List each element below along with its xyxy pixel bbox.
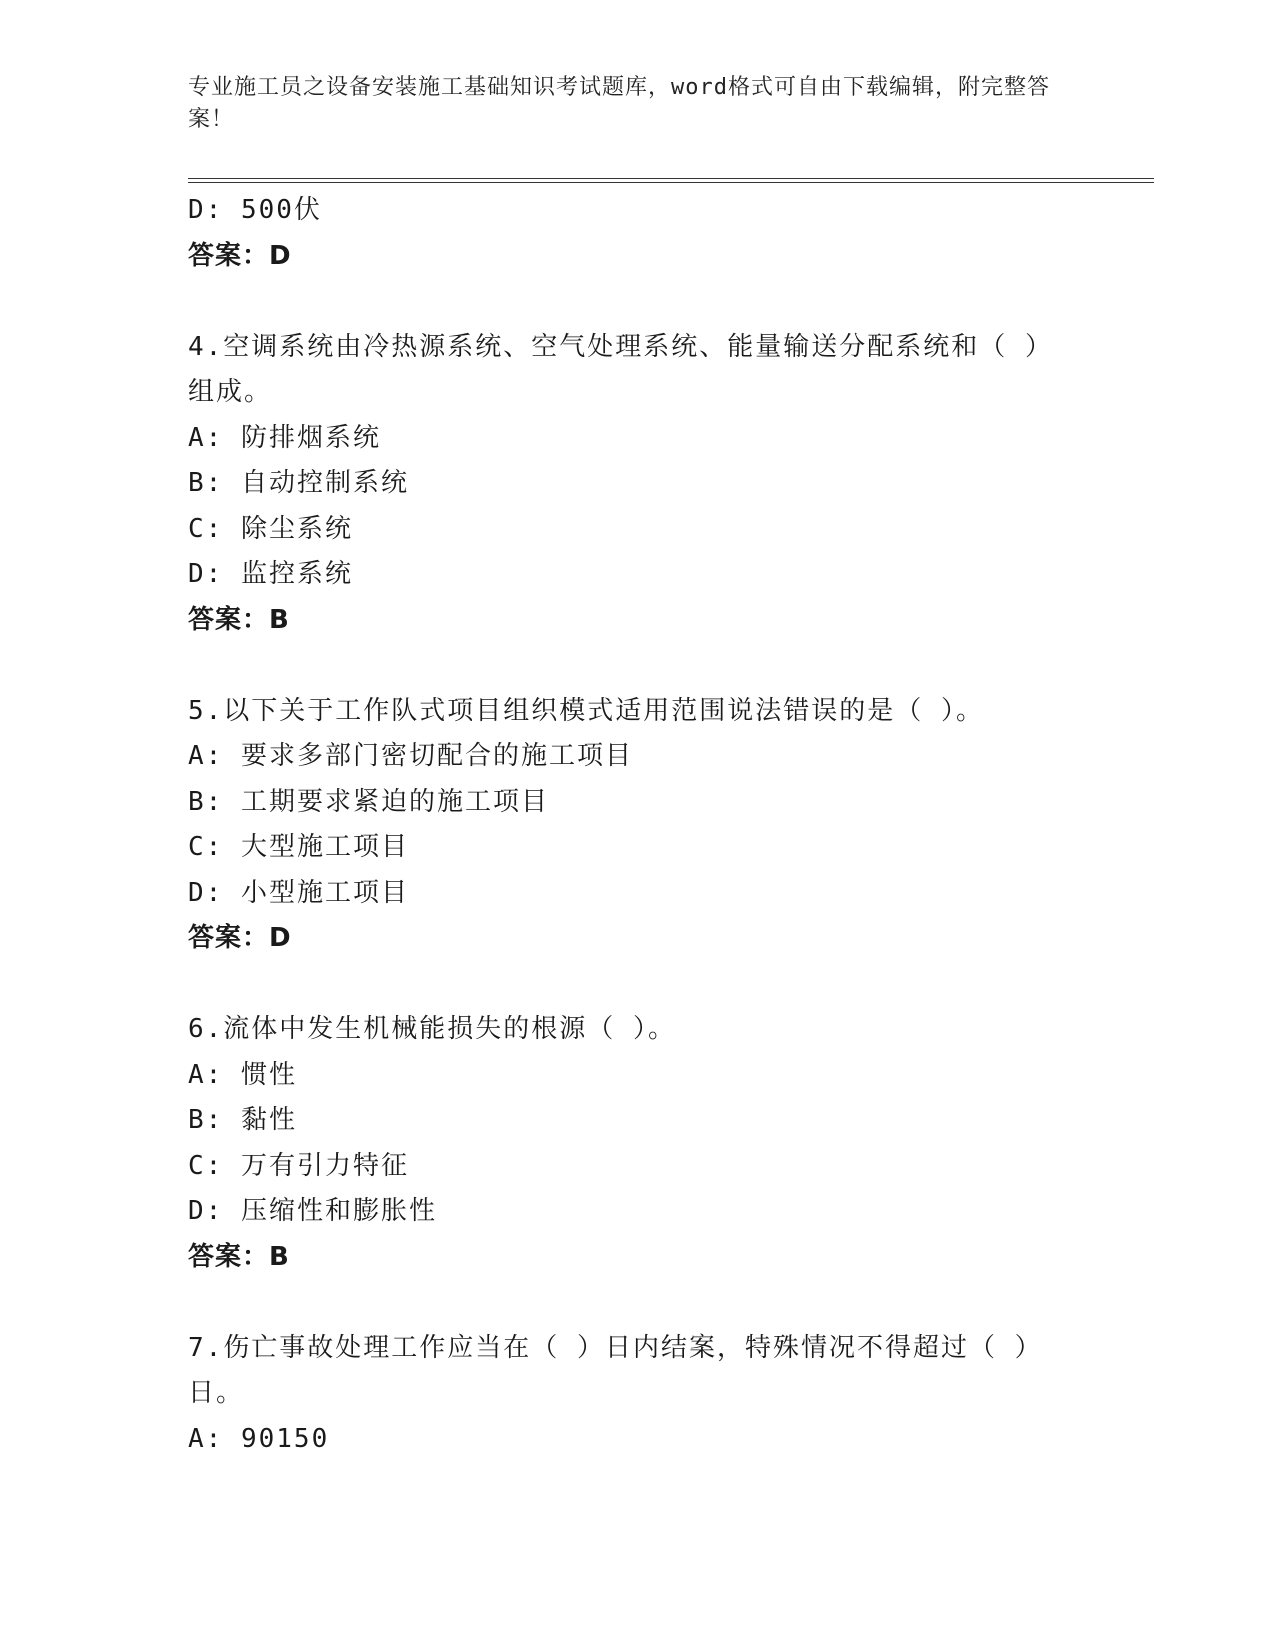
answer: 答案：D	[188, 240, 292, 271]
document-body	[188, 188, 1068, 1462]
question-6-stem: 6.流体中发生机械能损失的根源（ ）。	[188, 1014, 676, 1044]
question-4-answer: 答案：B	[188, 604, 290, 635]
question-7-option-a: A: 90150	[188, 1423, 330, 1454]
question-6-option-b: B: 黏性	[188, 1105, 297, 1135]
header-rule-bottom	[188, 182, 1154, 183]
question-6-option-d: D: 压缩性和膨胀性	[188, 1196, 437, 1226]
page-header: 专业施工员之设备安装施工基础知识考试题库，word格式可自由下载编辑，附完整答案！	[188, 75, 1050, 132]
question-5-option-d: D: 小型施工项目	[188, 877, 409, 908]
question-5-option-a: A: 要求多部门密切配合的施工项目	[188, 741, 633, 771]
question-5-option-c: C: 大型施工项目	[188, 832, 409, 862]
option-d: D: 500伏	[188, 195, 322, 225]
spacer	[188, 643, 1068, 689]
spacer	[188, 279, 1068, 325]
question-4-option-d: D: 监控系统	[188, 559, 353, 589]
spacer	[188, 1280, 1068, 1326]
question-4-stem: 4.空调系统由冷热源系统、空气处理系统、能量输送分配系统和（ ）组成。	[188, 331, 1053, 407]
question-6-option-c: C: 万有引力特征	[188, 1150, 409, 1181]
question-5-stem: 5.以下关于工作队式项目组织模式适用范围说法错误的是（ ）。	[188, 695, 984, 726]
question-4-option-a: A: 防排烟系统	[188, 422, 381, 453]
spacer	[188, 962, 1068, 1008]
header-rule-top	[188, 178, 1154, 179]
question-6-answer: 答案：B	[188, 1241, 290, 1272]
question-6-option-a: A: 惯性	[188, 1059, 297, 1090]
question-7-stem: 7.伤亡事故处理工作应当在（ ）日内结案，特殊情况不得超过（ ）日。	[188, 1332, 1043, 1408]
question-4-option-c: C: 除尘系统	[188, 513, 353, 544]
question-4-option-b: B: 自动控制系统	[188, 468, 409, 498]
question-5-option-b: B: 工期要求紧迫的施工项目	[188, 786, 549, 817]
question-5-answer: 答案：D	[188, 923, 292, 953]
